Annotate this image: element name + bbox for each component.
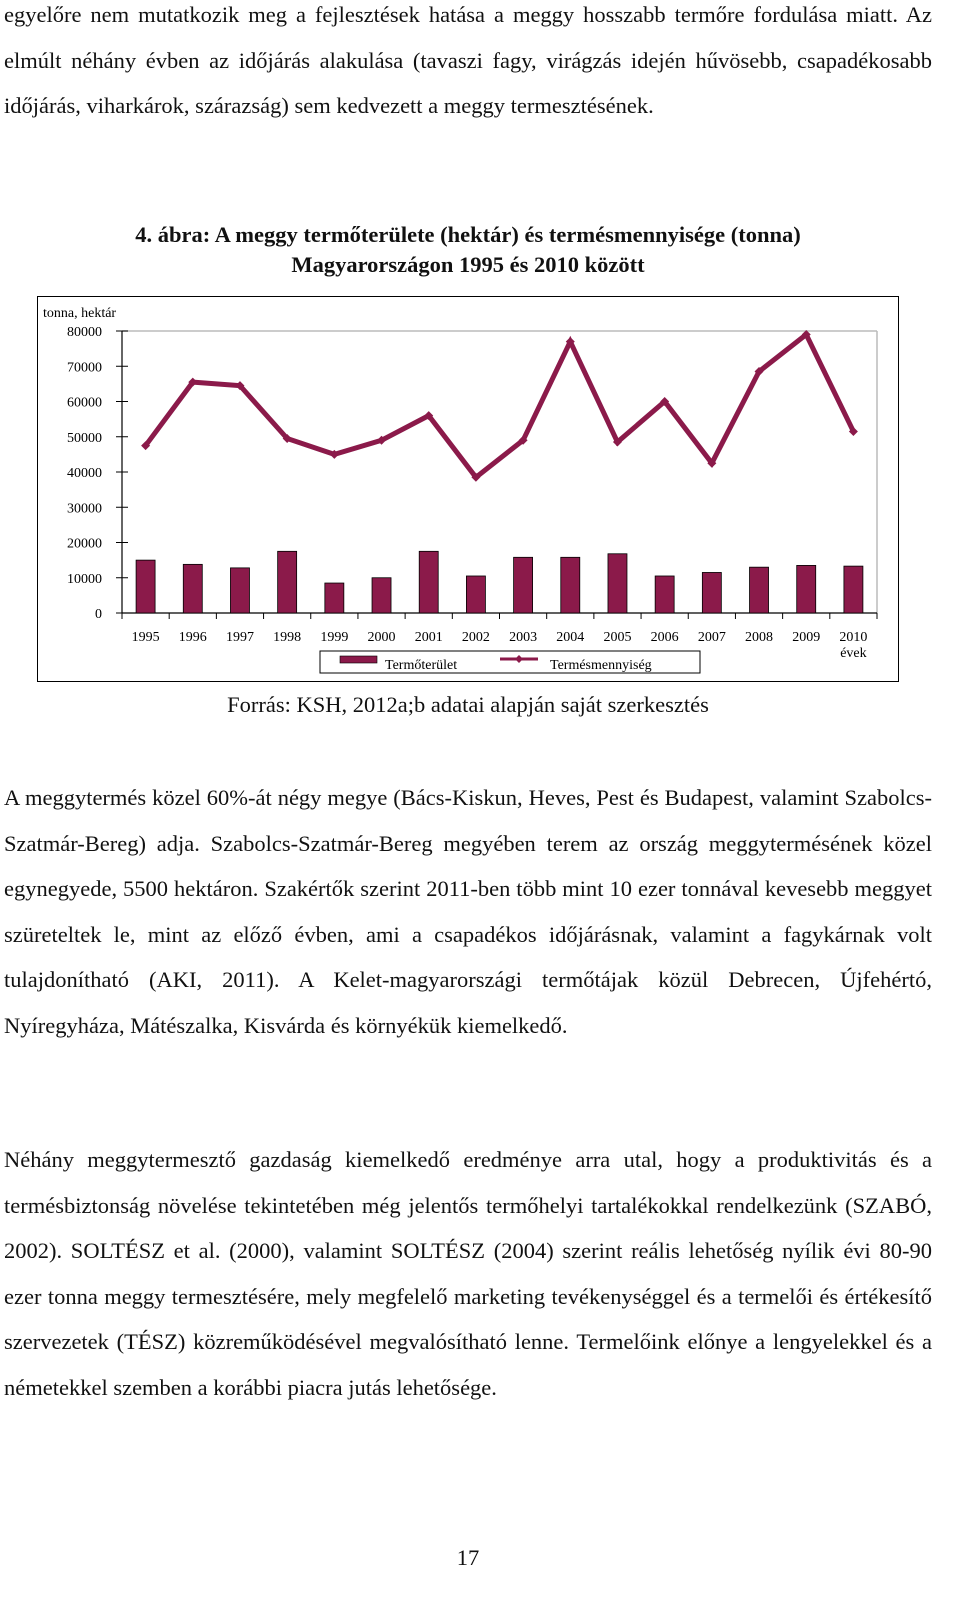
x-tick-label: 2005 (603, 630, 632, 645)
x-tick-label: 1998 (273, 630, 302, 645)
x-tick-label: 2003 (509, 630, 538, 645)
bar-termoterulet (278, 551, 297, 613)
y-tick-label: 70000 (67, 360, 102, 376)
x-tick-label: 2000 (367, 630, 396, 645)
x-axis-label: évek (840, 646, 867, 661)
y-tick-label: 40000 (67, 466, 102, 481)
figure-title-line2: Magyarországon 1995 és 2010 között (291, 252, 645, 277)
bar-termoterulet (372, 578, 391, 613)
legend-swatch-termoterulet (340, 656, 377, 663)
x-tick-label: 2002 (461, 630, 490, 645)
x-tick-label: 1999 (320, 630, 349, 645)
figure-source: Forrás: KSH, 2012a;b adatai alapján saját szerkesztés (227, 692, 709, 717)
bar-termoterulet (844, 566, 863, 613)
legend-label-termoterulet: Termőterület (385, 658, 458, 673)
y-tick-label: 80000 (67, 325, 102, 340)
legend-label-termesmennyiseg: Termésmennyiség (550, 658, 652, 673)
x-tick-label: 1996 (178, 630, 207, 645)
chart (37, 296, 899, 682)
y-tick-label: 20000 (67, 536, 102, 552)
bar-termoterulet (561, 557, 580, 613)
y-axis-label: tonna, hektár (43, 306, 117, 321)
x-tick-label: 2006 (650, 630, 679, 645)
x-tick-label: 1995 (131, 630, 160, 645)
bar-termoterulet (136, 560, 155, 613)
x-tick-label: 2004 (556, 630, 585, 645)
bar-termoterulet (183, 564, 202, 613)
x-tick-label: 2001 (414, 630, 443, 645)
x-tick-label: 2008 (745, 630, 774, 645)
page-number: 17 (456, 1545, 480, 1570)
y-tick-label: 30000 (67, 501, 102, 517)
bar-termoterulet (702, 572, 721, 613)
bar-termoterulet (466, 576, 485, 613)
paragraph-top: egyelőre nem mutatkozik meg a fejlesztések hatása a meggy hosszabb termőre fordulása miatt. Az elmúlt néhány évben az időjárás alakulása (tavaszi fagy, virágzás idején hűvösebb, csapadékosabb időjárás, viharkárok, szárazság) sem kedvezett a meggy termesztésének. (4, 2, 932, 118)
bar-termoterulet (750, 567, 769, 613)
y-tick-label: 10000 (67, 571, 102, 587)
line-termesmennyiseg (146, 335, 854, 478)
bar-termoterulet (230, 568, 249, 613)
x-tick-label: 1997 (225, 630, 254, 645)
bar-termoterulet (325, 583, 344, 613)
paragraph-middle: A meggytermés közel 60%-át négy megye (Bács-Kiskun, Heves, Pest és Budapest, valamint Szabolcs-Szatmár-Bereg) adja. Szabolcs-Szatmár-Bereg megyében terem az ország meggytermésének közel egynegyede, 5500 hektáron. Szakértők szerint 2011-ben több mint 10 ezer tonnával kevesebb meggyet szüreteltek le, mint az előző évben, ami a csapadékos időjárásnak, valamint a fagykárnak volt tulajdonítható (AKI, 2011). A Kelet-magyarországi termőtájak közül Debrecen, Újfehértó, Nyíregyháza, Mátészalka, Kisvárda és környékük kiemelkedő. (4, 785, 932, 1038)
paragraph-bottom: Néhány meggytermesztő gazdaság kiemelkedő eredménye arra utal, hogy a produktivitás és a termésbiztonság növelése tekintetében még jelentős termőhelyi tartalékokkal rendelkezünk (SZABÓ, 2002). SOLTÉSZ et al. (2000), valamint SOLTÉSZ (2004) szerint reális lehetőség nyílik évi 80-90 ezer tonna meggy termesztésére, mely megfelelő marketing tevékenységgel és a termelői és értékesítő szervezetek (TÉSZ) közreműködésével megvalósítható lenne. Termelőink előnye a lengyelekkel és a németekkel szemben a korábbi piacra jutás lehetősége. (4, 1147, 932, 1400)
bar-termoterulet (655, 576, 674, 613)
bar-termoterulet (608, 554, 627, 613)
bar-termoterulet (797, 565, 816, 613)
bar-termoterulet (514, 557, 533, 613)
figure-title-line1: 4. ábra: A meggy termőterülete (hektár) és termésmennyisége (tonna) (135, 222, 801, 247)
x-tick-label: 2010 (839, 630, 868, 645)
y-tick-label: 60000 (67, 395, 102, 411)
y-tick-label: 50000 (67, 430, 102, 446)
bar-termoterulet (419, 551, 438, 613)
y-tick-label: 0 (95, 607, 102, 622)
x-tick-label: 2007 (697, 630, 726, 645)
x-tick-label: 2009 (792, 630, 821, 645)
figure-title (0, 220, 936, 280)
